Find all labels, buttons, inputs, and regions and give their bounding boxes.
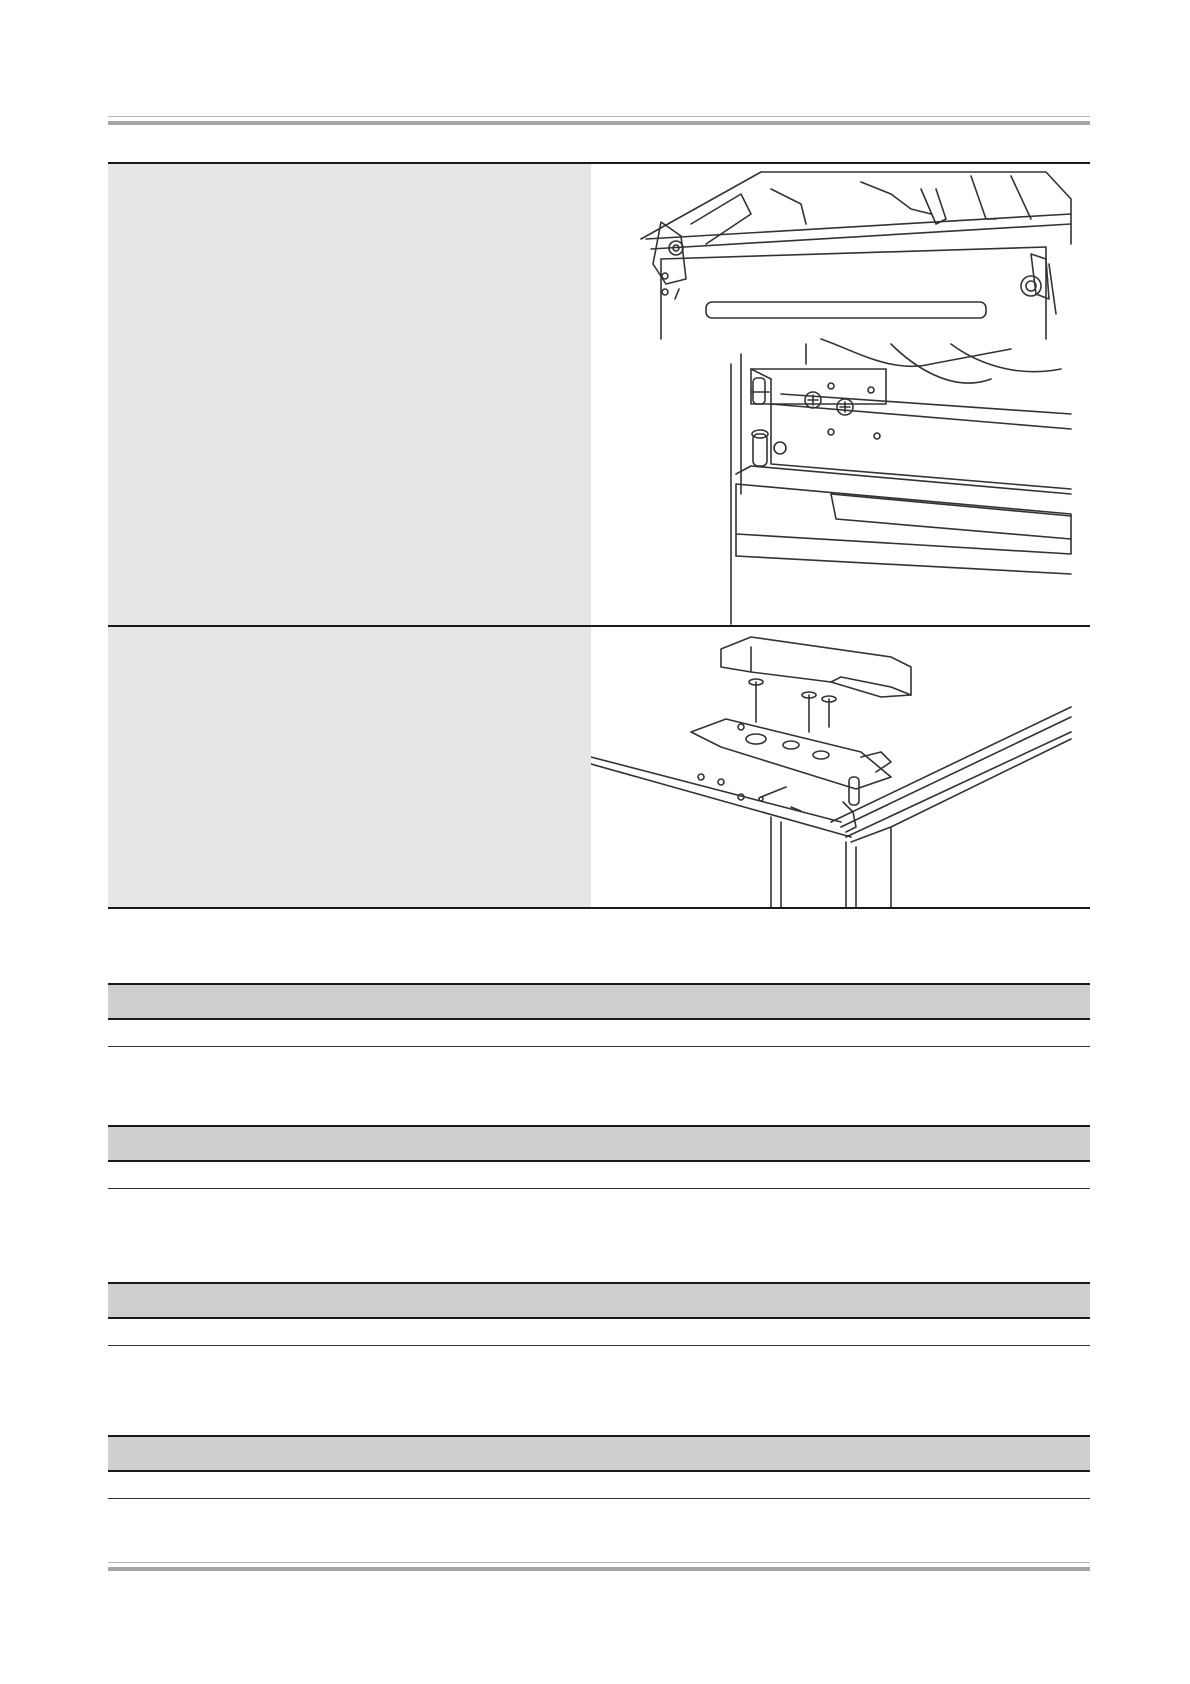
table-1-header-border <box>108 1018 1090 1020</box>
step-table-bottom-border <box>108 907 1090 909</box>
table-2-header <box>108 1127 1090 1161</box>
table-4-header-border <box>108 1470 1090 1472</box>
hinge-bracket-assembly-illustration <box>591 164 1090 625</box>
table-3-header <box>108 1284 1090 1318</box>
table-4-header <box>108 1437 1090 1471</box>
step-1-text-cell <box>108 164 591 625</box>
table-1-header <box>108 985 1090 1019</box>
top-hinge-cover-illustration <box>591 627 1090 907</box>
table-3-header-border <box>108 1317 1090 1319</box>
table-4-bottom-border <box>108 1498 1090 1499</box>
table-2-header-border <box>108 1160 1090 1162</box>
footer-rule-top <box>108 1562 1090 1563</box>
table-3-bottom-border <box>108 1345 1090 1346</box>
table-1-bottom-border <box>108 1046 1090 1047</box>
header-rule-bottom <box>108 121 1090 125</box>
table-2-bottom-border <box>108 1188 1090 1189</box>
step-2-text-cell <box>108 627 591 907</box>
step-2-image-cell <box>591 627 1090 907</box>
step-1-image-cell <box>591 164 1090 625</box>
footer-rule-bottom <box>108 1567 1090 1571</box>
header-rule-top <box>108 116 1090 117</box>
